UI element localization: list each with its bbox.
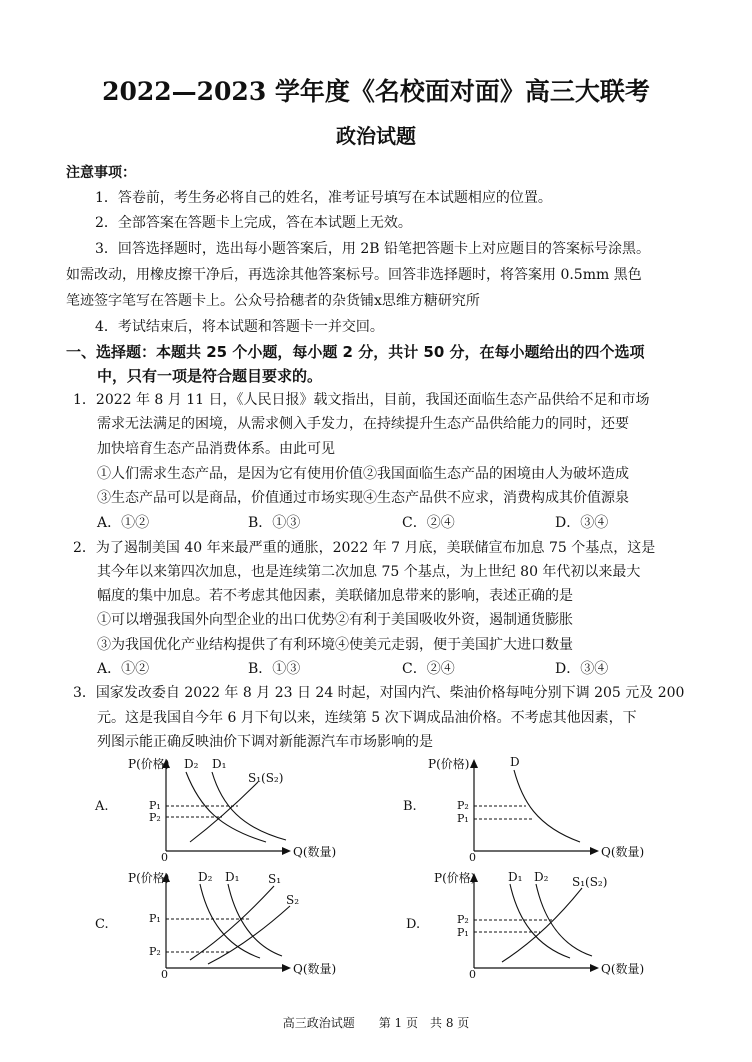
page-footer: 高三政治试题 第 1 页 共 8 页 [282, 1016, 470, 1030]
y-axis-arrow [470, 759, 478, 768]
curve-label-d1: D₁ [212, 757, 227, 771]
q2-stem: 2．为了遏制美国 40 年来最严重的通胀，2022 年 7 月底，美联储宣布加息 75 个基点，这是 [73, 540, 656, 556]
price-label-p1: P₁ [457, 926, 469, 939]
q1-statement: ③生态产品可以是商品，价值通过市场实现④生态产品供不应求，消费构成其价值源泉 [97, 490, 629, 506]
notice-heading: 注意事项： [66, 165, 136, 181]
curve-label-s1s2: S₁(S₂) [572, 875, 608, 889]
y-axis-label: P(价格) [434, 871, 476, 885]
graph-a [90, 750, 360, 865]
supply-curve-s2 [208, 906, 290, 964]
notice-line: 1．答卷前，考生务必将自己的姓名，准考证号填写在本试题相应的位置。 [95, 190, 552, 206]
q2-stem: 其今年以来第四次加息，也是连续第二次加息 75 个基点，为上世纪 80 年代初以来最大 [97, 564, 641, 580]
origin-label: 0 [161, 851, 168, 864]
x-axis-arrow [590, 964, 599, 972]
curve-label-s1s2: S₁(S₂) [248, 771, 284, 785]
q2-option-a: A．①② [97, 661, 150, 677]
graph-c [90, 864, 360, 979]
q1-stem: 1．2022 年 8 月 11 日，《人民日报》载文指出，目前，我国还面临生态产品供给不足和市场 [73, 392, 650, 408]
x-axis-label: Q(数量) [601, 845, 645, 859]
x-axis-label: Q(数量) [601, 962, 645, 976]
q1-stem: 需求无法满足的困境，从需求侧入手发力，在持续提升生态产品供给能力的同时，还要 [97, 416, 629, 432]
y-axis-label: P(价格) [128, 757, 170, 771]
graph-option-label: D. [406, 917, 421, 932]
graph-b [398, 750, 668, 865]
q3-stem: 列图示能正确反映油价下调对新能源汽车市场影响的是 [97, 734, 433, 750]
section-heading: 一、选择题：本题共 25 个小题，每小题 2 分，共计 50 分，在每小题给出的四个选项 [66, 343, 645, 361]
price-label-p2: P₂ [149, 811, 161, 824]
q2-statement: ①可以增强我国外向型企业的出口优势②有利于美国吸收外资，遏制通货膨胀 [97, 612, 573, 628]
q1-option-b: B．①③ [248, 515, 301, 531]
q3-stem: 元。这是我国自今年 6 月下旬以来，连续第 5 次下调成品油价格。不考虑其他因素，下 [97, 710, 637, 726]
x-axis-label: Q(数量) [293, 962, 337, 976]
notice-line: 如需改动，用橡皮擦干净后，再选涂其他答案标号。回答非选择题时，将答案用 0.5mm 黑色 [66, 267, 642, 283]
curve-label-s2: S₂ [286, 893, 300, 907]
q1-statement: ①人们需求生态产品，是因为它有使用价值②我国面临生态产品的困境由人为破坏造成 [97, 466, 629, 482]
origin-label: 0 [161, 968, 168, 981]
notice-line: 3．回答选择题时，选出每小题答案后，用 2B 铅笔把答题卡上对应题目的答案标号涂黑。 [95, 241, 651, 257]
q1-option-a: A．①② [97, 515, 150, 531]
q1-option-d: D．③④ [555, 515, 609, 531]
price-label-p2: P₂ [457, 913, 469, 926]
graph-option-label: C. [95, 917, 109, 932]
origin-label: 0 [469, 968, 476, 981]
graph-option-label: B. [403, 799, 417, 814]
origin-label: 0 [469, 851, 476, 864]
q1-option-c: C．②④ [402, 515, 455, 531]
price-label-p1: P₁ [149, 799, 161, 812]
y-axis-label: P(价格) [128, 871, 170, 885]
x-axis-label: Q(数量) [293, 845, 337, 859]
q2-option-b: B．①③ [248, 661, 301, 677]
notice-line: 2．全部答案在答题卡上完成，答在本试题上无效。 [95, 215, 412, 231]
demand-curve-d1 [510, 884, 570, 958]
supply-curve-s1s2 [190, 782, 258, 842]
exam-title: 2022—2023 学年度《名校面对面》高三大联考 [102, 77, 650, 106]
graph-option-label: A. [95, 799, 109, 814]
exam-subtitle: 政治试题 [336, 124, 416, 148]
x-axis-arrow [590, 847, 599, 855]
price-label-p2: P₂ [149, 945, 161, 958]
notice-line: 笔迹签字笔写在答题卡上。公众号拾穗者的杂货铺x思维方糖研究所 [66, 293, 480, 309]
notice-line: 4．考试结束后，将本试题和答题卡一并交回。 [95, 319, 384, 335]
price-label-p1: P₁ [457, 812, 469, 825]
curve-label-s1: S₁ [268, 872, 282, 886]
q2-stem: 幅度的集中加息。若不考虑其他因素，美联储加息带来的影响，表述正确的是 [97, 588, 573, 604]
price-label-p1: P₁ [149, 912, 161, 925]
curve-label-d1: D₁ [508, 870, 523, 884]
graph-d [398, 864, 668, 979]
q3-stem: 3．国家发改委自 2022 年 8 月 23 日 24 时起，对国内汽、柴油价格每吨分别下调 205 元及 200 [73, 685, 685, 701]
x-axis-arrow [282, 847, 291, 855]
section-heading-cont: 中，只有一项是符合题目要求的。 [97, 367, 323, 385]
curve-label-d: D [510, 755, 520, 769]
curve-label-d1: D₁ [225, 870, 240, 884]
y-axis-label: P(价格) [428, 757, 470, 771]
q1-stem: 加快培育生态产品消费体系。由此可见 [97, 441, 335, 457]
price-label-p2: P₂ [457, 799, 469, 812]
q2-option-d: D．③④ [555, 661, 609, 677]
curve-label-d2: D₂ [534, 870, 549, 884]
curve-label-d2: D₂ [184, 757, 199, 771]
demand-curve-d [514, 770, 580, 842]
x-axis-arrow [282, 964, 291, 972]
q2-statement: ③为我国优化产业结构提供了有利环境④使美元走弱，便于美国扩大进口数量 [97, 637, 573, 653]
curve-label-d2: D₂ [198, 870, 213, 884]
q2-option-c: C．②④ [402, 661, 455, 677]
